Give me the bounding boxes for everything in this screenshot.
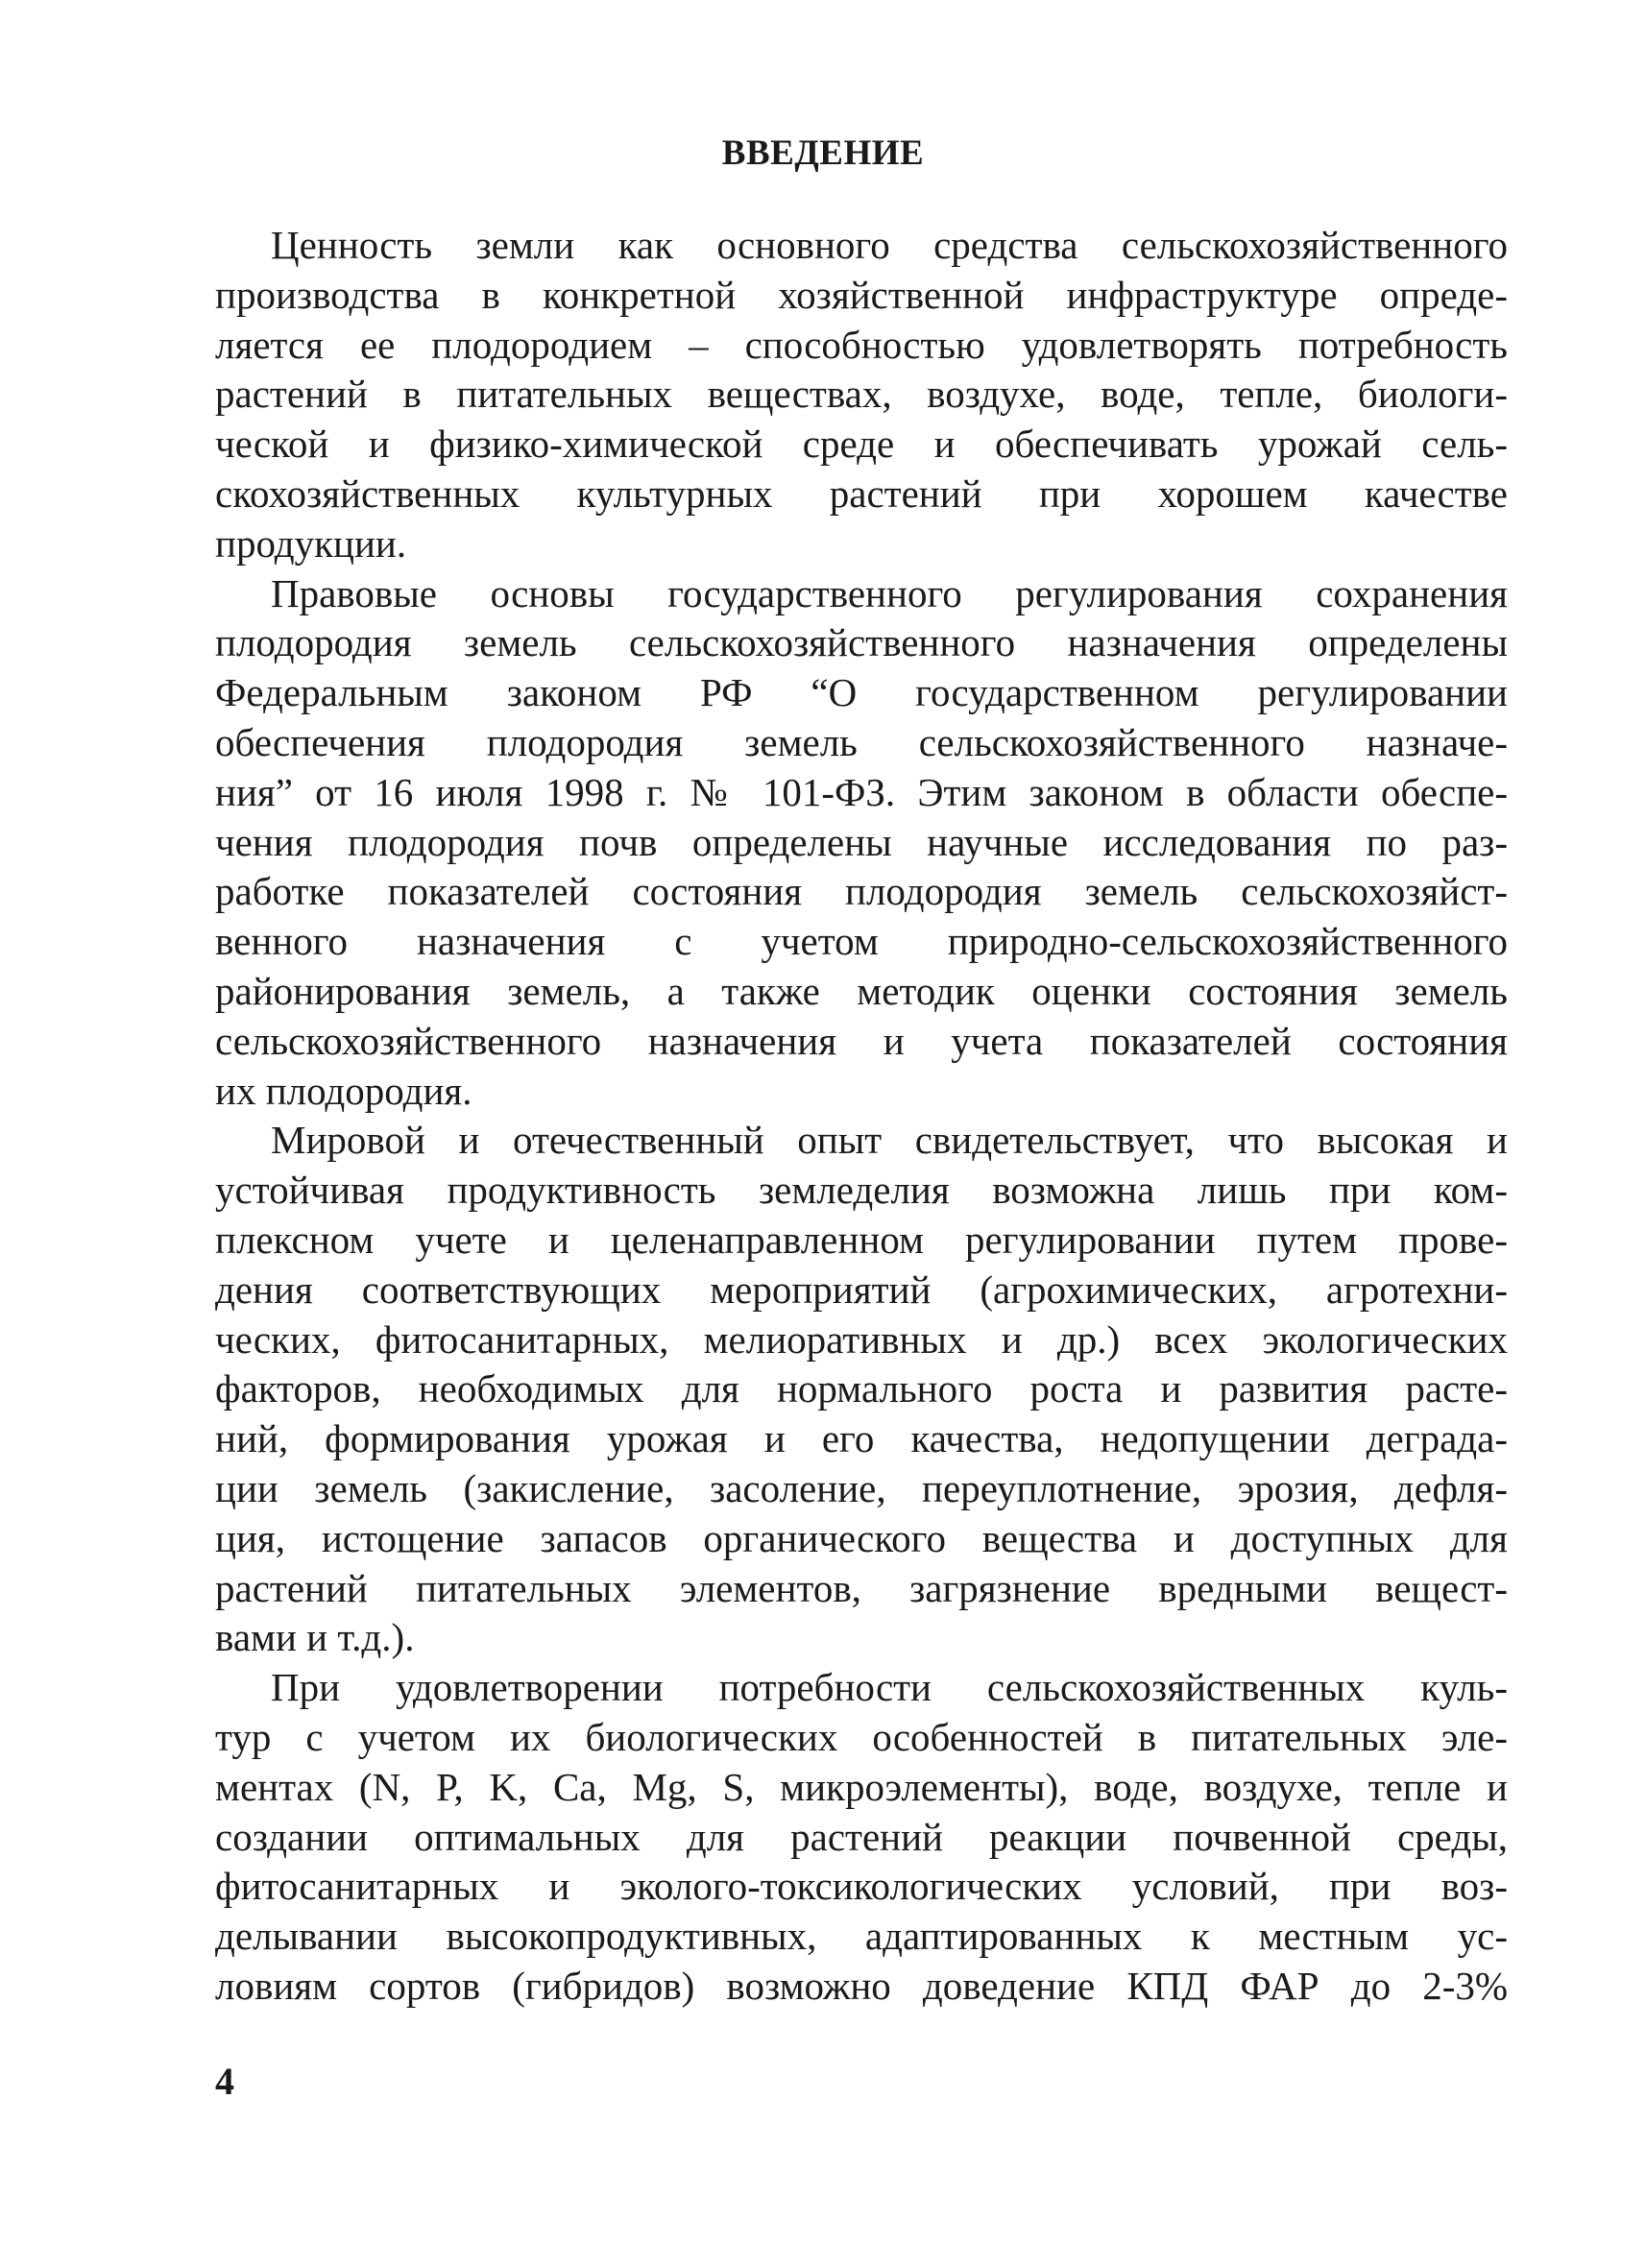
text-line: создании оптимальных для растений реакции почвенной среды, — [215, 1814, 1508, 1859]
paragraph — [215, 1116, 1508, 1663]
text-line: Ценность земли как основного средства сельскохозяйственного — [271, 223, 1508, 267]
page-title: ВВЕДЕНИЕ — [721, 133, 925, 173]
text-line: делывании высокопродуктивных, адаптированных к местным ус- — [215, 1914, 1508, 1959]
body-text — [215, 221, 1508, 2012]
text-line: ловиям сортов (гибридов) возможно доведение КПД ФАР до 2-3% — [215, 1963, 1508, 2008]
text-line: чения плодородия почв определены научные исследования по раз- — [215, 819, 1508, 864]
text-line: плексном учете и целенаправленном регулировании путем прове- — [215, 1217, 1508, 1262]
paragraph — [215, 1663, 1508, 2012]
page-number: 4 — [215, 2060, 234, 2103]
text-line: обеспечения плодородия земель сельскохозяйственного назначе- — [215, 719, 1508, 764]
text-line: ческих, фитосанитарных, мелиоративных и др.) всех экологических — [215, 1316, 1508, 1362]
text-line: производства в конкретной хозяйственной инфраструктуре опреде- — [215, 272, 1508, 317]
paragraph — [215, 569, 1508, 1117]
text-line: ментах (N, P, K, Ca, Mg, S, микроэлементы), воде, воздухе, тепле и — [215, 1764, 1508, 1809]
text-line: ляется ее плодородием – способностью удовлетворять потребность — [215, 322, 1508, 367]
text-line: сельскохозяйственного назначения и учета показателей состояния — [215, 1018, 1508, 1063]
paragraph — [215, 221, 1508, 569]
text-line: вами и т.д.). — [215, 1615, 415, 1660]
text-line: факторов, необходимых для нормального роста и развития расте- — [215, 1366, 1508, 1411]
text-line: их плодородия. — [215, 1068, 472, 1113]
text-line: продукции. — [215, 520, 407, 566]
text-line: устойчивая продуктивность земледелия возможна лишь при ком- — [215, 1168, 1508, 1213]
text-line: скохозяйственных культурных растений при хорошем качестве — [215, 470, 1508, 516]
text-line: Правовые основы государственного регулирования сохранения — [271, 570, 1508, 615]
text-line: тур с учетом их биологических особенностей в питательных эле- — [215, 1714, 1508, 1759]
text-line: Федеральным законом РФ “О государственном регулировании — [215, 670, 1508, 715]
text-line: Мировой и отечественный опыт свидетельствует, что высокая и — [271, 1118, 1508, 1163]
text-line: работке показателей состояния плодородия земель сельскохозяйст- — [215, 869, 1508, 914]
text-line: венного назначения с учетом природно-сельскохозяйственного — [215, 919, 1508, 964]
text-line: фитосанитарных и эколого-токсикологических условий, при воз- — [215, 1864, 1508, 1909]
text-line: ция, истощение запасов органического вещества и доступных для — [215, 1515, 1508, 1560]
text-line: растений в питательных веществах, воздухе, воде, тепле, биологи- — [215, 372, 1508, 417]
text-line: При удовлетворении потребности сельскохозяйственных куль- — [271, 1665, 1508, 1710]
text-line: ния” от 16 июля 1998 г. № 101-ФЗ. Этим законом в области обеспе- — [215, 769, 1508, 814]
text-line: ческой и физико-химической среде и обеспечивать урожай сель- — [215, 422, 1508, 467]
text-line: ции земель (закисление, засоление, переуплотнение, эрозия, дефля- — [215, 1465, 1508, 1510]
text-line: районирования земель, а также методик оценки состояния земель — [215, 968, 1508, 1013]
text-line: плодородия земель сельскохозяйственного назначения определены — [215, 620, 1508, 665]
text-line: ний, формирования урожая и его качества, недопущении деграда- — [215, 1416, 1508, 1461]
text-line: дения соответствующих мероприятий (агрохимических, агротехни- — [215, 1267, 1508, 1312]
text-line: растений питательных элементов, загрязнение вредными вещест- — [215, 1565, 1508, 1610]
